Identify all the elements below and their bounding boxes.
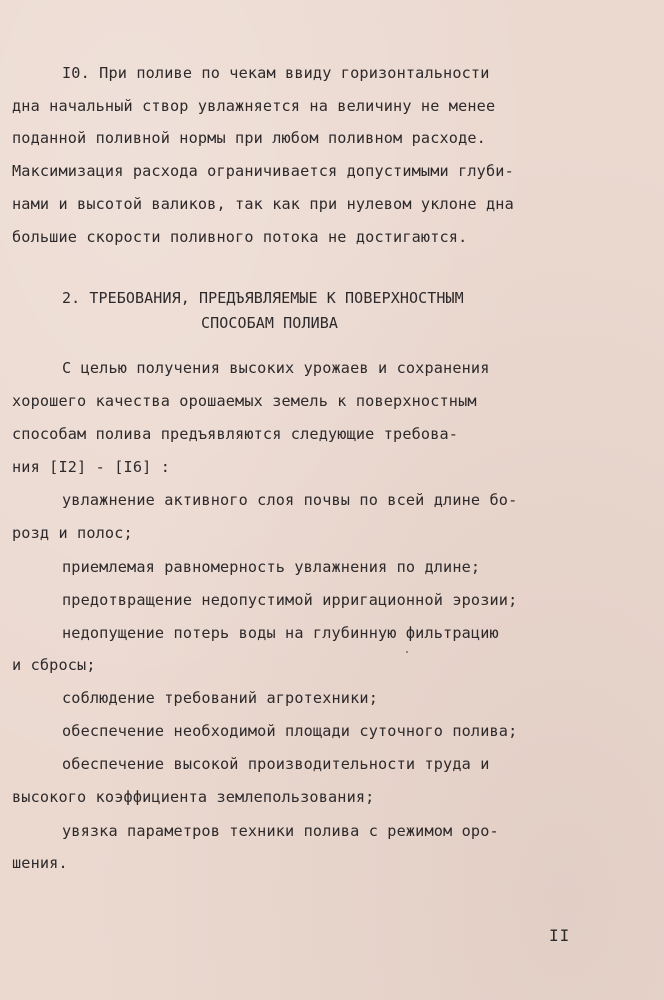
paper-speck — [406, 651, 408, 653]
requirement-line: шения. — [12, 854, 68, 872]
paragraph-10-line: дна начальный створ увлажняется на величину не менее — [12, 97, 496, 115]
section-heading-line: СПОСОБАМ ПОЛИВА — [201, 314, 338, 332]
paragraph-10-line: поданной поливной нормы при любом поливном расходе. — [12, 129, 486, 147]
paragraph-10-line: нами и высотой валиков, так как при нулевом уклоне дна — [12, 195, 514, 213]
requirement-line: предотвращение недопустимой ирригационной эрозии; — [62, 591, 518, 609]
section-heading-line: 2. ТРЕБОВАНИЯ, ПРЕДЪЯВЛЯЕМЫЕ К ПОВЕРХНОСТНЫМ — [62, 289, 464, 307]
requirement-line: обеспечение высокой производительности труда и — [62, 755, 490, 773]
requirement-line: недопущение потерь воды на глубинную фильтрацию — [62, 624, 499, 642]
requirement-line: приемлемая равномерность увлажнения по длине; — [62, 558, 481, 576]
paragraph-10-line: большие скорости поливного потока не достигаются. — [12, 228, 468, 246]
intro-line: хорошего качества орошаемых земель к поверхностным — [12, 392, 477, 410]
requirement-line: увлажнение активного слоя почвы по всей длине бо- — [62, 491, 518, 509]
intro-line: С целью получения высоких урожаев и сохранения — [62, 359, 490, 377]
page-number: II — [549, 926, 571, 945]
paragraph-10-line: Максимизация расхода ограничивается допустимыми глуби- — [12, 162, 514, 180]
paragraph-10-line: I0. При поливе по чекам ввиду горизонтальности — [62, 64, 490, 82]
requirement-line: соблюдение требований агротехники; — [62, 689, 378, 707]
requirement-line: увязка параметров техники полива с режимом оро- — [62, 822, 499, 840]
requirement-line: высокого коэффициента землепользования; — [12, 788, 375, 806]
intro-line: ния [I2] - [I6] : — [12, 458, 170, 476]
requirement-line: и сбросы; — [12, 656, 96, 674]
requirement-line: обеспечение необходимой площади суточного полива; — [62, 722, 518, 740]
requirement-line: розд и полос; — [12, 524, 133, 542]
intro-line: способам полива предъявляются следующие требова- — [12, 425, 459, 443]
